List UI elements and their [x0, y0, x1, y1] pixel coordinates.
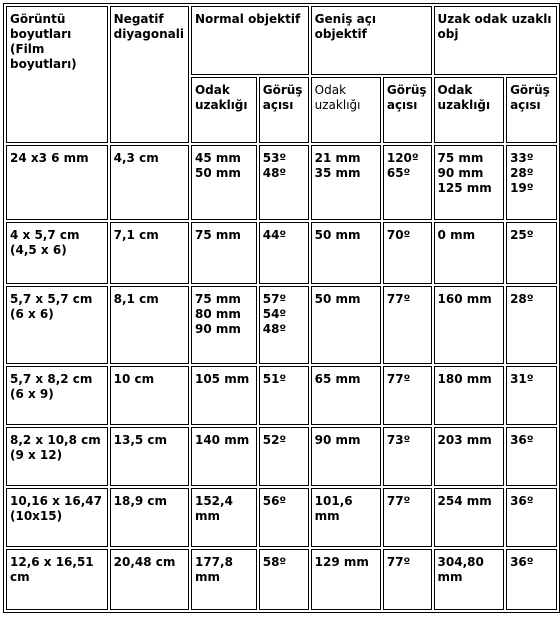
- cell-wide-focal: 90 mm: [311, 427, 381, 486]
- cell-negative-diagonal: 8,1 cm: [110, 286, 189, 364]
- table-row: [6, 145, 557, 220]
- cell-normal-focal: 177,8 mm: [191, 549, 257, 610]
- cell-wide-angle: 77º: [383, 549, 432, 610]
- subheader-normal-angle: Görüş açısı: [259, 77, 309, 143]
- cell-normal-angle: 53º 48º: [259, 145, 309, 220]
- cell-tele-focal: 254 mm: [434, 488, 505, 547]
- cell-tele-focal: 75 mm 90 mm 125 mm: [434, 145, 505, 220]
- cell-wide-angle: 120º 65º: [383, 145, 432, 220]
- subheader-wide-angle: Görüş açısı: [383, 77, 432, 143]
- cell-wide-focal: 50 mm: [311, 222, 381, 284]
- header-normal-lens: Normal objektif: [191, 6, 309, 75]
- header-negative-diagonal: Negatif diyagonali: [110, 6, 189, 143]
- cell-tele-angle: 36º: [506, 549, 557, 610]
- cell-tele-angle: 28º: [506, 286, 557, 364]
- cell-negative-diagonal: 7,1 cm: [110, 222, 189, 284]
- cell-normal-angle: 51º: [259, 366, 309, 425]
- cell-normal-focal: 152,4 mm: [191, 488, 257, 547]
- cell-image-size: 10,16 x 16,47 (10x15): [6, 488, 108, 547]
- table-row: [6, 366, 557, 425]
- cell-wide-angle: 73º: [383, 427, 432, 486]
- cell-negative-diagonal: 20,48 cm: [110, 549, 189, 610]
- table-row: [6, 286, 557, 364]
- cell-tele-angle: 36º: [506, 488, 557, 547]
- cell-wide-angle: 70º: [383, 222, 432, 284]
- subheader-tele-focal: Odak uzaklığı: [434, 77, 505, 143]
- cell-image-size: 4 x 5,7 cm (4,5 x 6): [6, 222, 108, 284]
- cell-normal-angle: 58º: [259, 549, 309, 610]
- subheader-tele-angle: Görüş açısı: [506, 77, 557, 143]
- table-row: [6, 222, 557, 284]
- cell-negative-diagonal: 10 cm: [110, 366, 189, 425]
- cell-image-size: 5,7 x 8,2 cm (6 x 9): [6, 366, 108, 425]
- cell-wide-angle: 77º: [383, 286, 432, 364]
- cell-wide-focal: 21 mm 35 mm: [311, 145, 381, 220]
- cell-normal-focal: 105 mm: [191, 366, 257, 425]
- cell-normal-focal: 75 mm: [191, 222, 257, 284]
- cell-tele-focal: 203 mm: [434, 427, 505, 486]
- cell-negative-diagonal: 13,5 cm: [110, 427, 189, 486]
- header-image-size: Görüntü boyutları (Film boyutları): [6, 6, 108, 143]
- cell-image-size: 12,6 x 16,51 cm: [6, 549, 108, 610]
- cell-tele-focal: 304,80 mm: [434, 549, 505, 610]
- cell-normal-angle: 57º 54º 48º: [259, 286, 309, 364]
- cell-tele-angle: 25º: [506, 222, 557, 284]
- subheader-normal-focal: Odak uzaklığı: [191, 77, 257, 143]
- cell-image-size: 5,7 x 5,7 cm (6 x 6): [6, 286, 108, 364]
- cell-tele-focal: 180 mm: [434, 366, 505, 425]
- table-row: [6, 427, 557, 486]
- cell-wide-focal: 65 mm: [311, 366, 381, 425]
- cell-tele-focal: 160 mm: [434, 286, 505, 364]
- header-tele-lens: Uzak odak uzaklı obj: [434, 6, 557, 75]
- subheader-wide-focal: Odak uzaklığı: [311, 77, 381, 143]
- cell-normal-focal: 75 mm 80 mm 90 mm: [191, 286, 257, 364]
- cell-normal-focal: 140 mm: [191, 427, 257, 486]
- cell-wide-focal: 50 mm: [311, 286, 381, 364]
- cell-image-size: 8,2 x 10,8 cm (9 x 12): [6, 427, 108, 486]
- cell-tele-angle: 33º 28º 19º: [506, 145, 557, 220]
- header-row: [6, 6, 557, 75]
- cell-wide-angle: 77º: [383, 488, 432, 547]
- cell-negative-diagonal: 4,3 cm: [110, 145, 189, 220]
- cell-normal-focal: 45 mm 50 mm: [191, 145, 257, 220]
- cell-negative-diagonal: 18,9 cm: [110, 488, 189, 547]
- cell-tele-focal: 0 mm: [434, 222, 505, 284]
- cell-wide-focal: 129 mm: [311, 549, 381, 610]
- table-row: [6, 488, 557, 547]
- cell-tele-angle: 31º: [506, 366, 557, 425]
- lens-table: [3, 3, 560, 613]
- cell-normal-angle: 44º: [259, 222, 309, 284]
- header-wide-lens: Geniş açı objektif: [311, 6, 432, 75]
- table-row: [6, 549, 557, 610]
- cell-image-size: 24 x3 6 mm: [6, 145, 108, 220]
- cell-wide-angle: 77º: [383, 366, 432, 425]
- cell-normal-angle: 56º: [259, 488, 309, 547]
- cell-tele-angle: 36º: [506, 427, 557, 486]
- cell-normal-angle: 52º: [259, 427, 309, 486]
- cell-wide-focal: 101,6 mm: [311, 488, 381, 547]
